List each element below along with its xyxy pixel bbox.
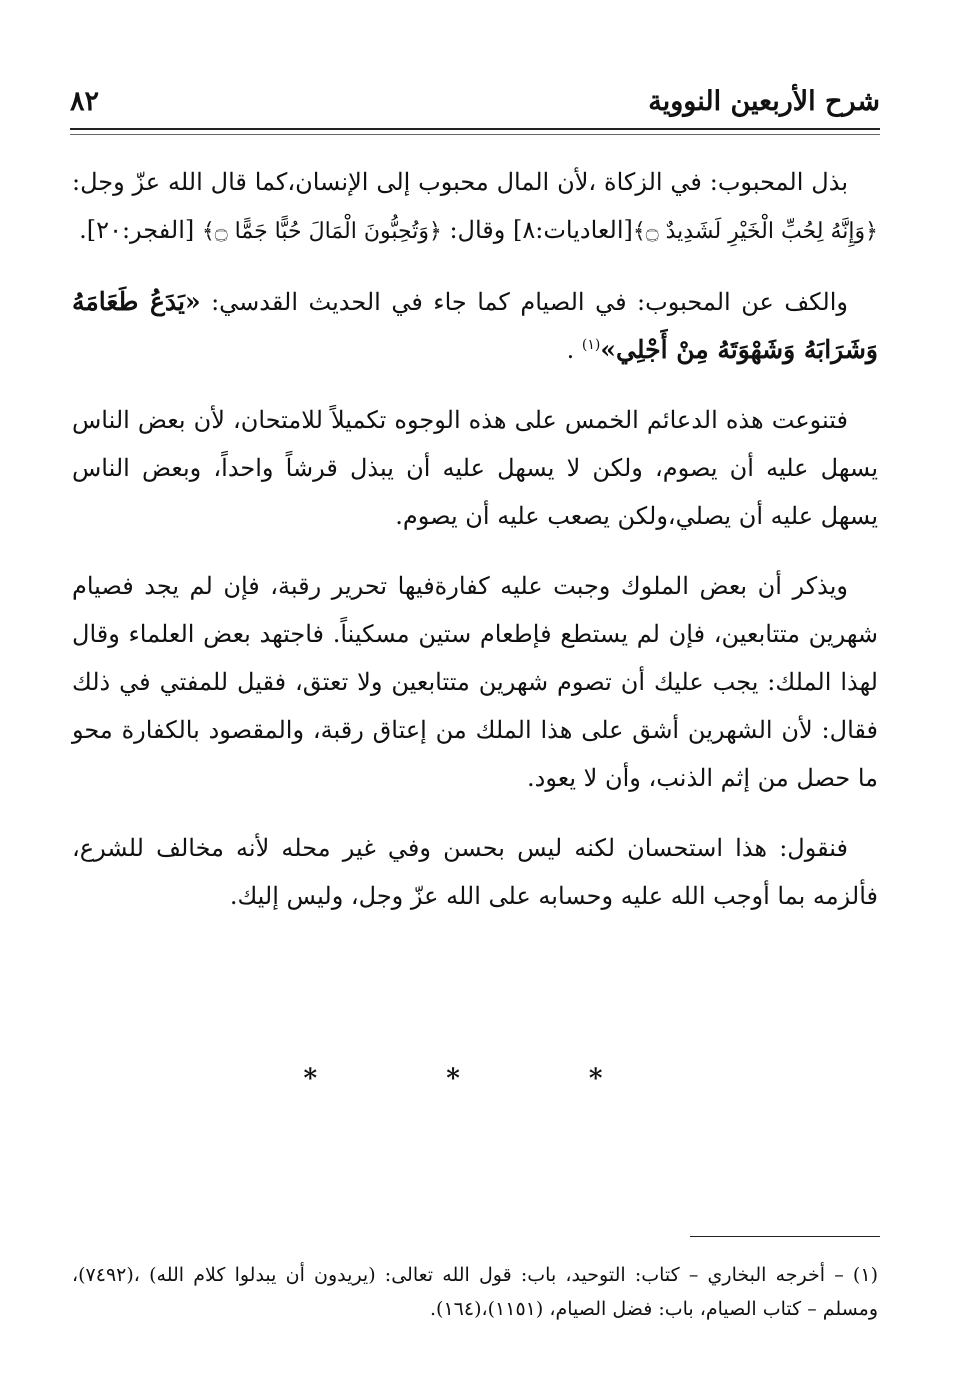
page-number: ٨٢ xyxy=(70,86,100,117)
hadith-quote: «يَدَعُ طَعَامَهُ وَشَرَابَهُ وَشَهْوَتَهُ مِنْ أَجْلِي» xyxy=(72,287,878,364)
page-header xyxy=(70,84,880,128)
verse-reference: [الفجر:٢٠]. xyxy=(79,216,202,244)
paragraph-text: . xyxy=(566,336,582,364)
quran-verse: ﴿وَتُحِبُّونَ الْمَالَ حُبًّا جَمًّا ۝﴾ xyxy=(201,219,442,244)
paragraph-variety: فتنوعت هذه الدعائم الخمس على هذه الوجوه تكميلاً للامتحان، لأن بعض الناس يسهل عليه أن يصوم، ولكن لا يسهل عليه أن يبذل قرشاً واحداً، وبعض الناس يسهل عليه أن يصلي،ولكن يصعب عليه أن يصوم. xyxy=(72,406,878,530)
footnote: (١) – أخرجه البخاري – كتاب: التوحيد، باب: قول الله تعالى: (يريدون أن يبدلوا كلام الله) ،(٧٤٩٢)، ومسلم – كتاب الصيام، باب: فضل الصيام، (١١٥١)،(١٦٤). xyxy=(72,1264,878,1320)
main-text xyxy=(72,158,878,942)
running-title: شرح الأربعين النووية xyxy=(648,86,880,117)
paragraph-text: والكف عن المحبوب: في الصيام كما جاء في الحديث القدسي: xyxy=(200,288,848,316)
quran-verse: ﴿وَإِنَّهُ لِحُبِّ الْخَيْرِ لَشَدِيدٌ ۝﴾ xyxy=(632,219,878,244)
paragraph-king-story: ويذكر أن بعض الملوك وجبت عليه كفارةفيها تحرير رقبة، فإن لم يجد فصيام شهرين متتابعين، فإن لم يستطع فإطعام ستين مسكيناً. فاجتهد بعض العلماء وقال لهذا الملك: يجب عليك أن تصوم شهرين متتابعين ولا تعتق، فقيل للمفتي في ذلك فقال: لأن الشهرين أشق على هذا الملك من إعتاق رقبة، والمقصود بالكفارة محو ما حصل من إثم الذنب، وأن لا يعود. xyxy=(72,572,878,792)
paragraph-text: بذل المحبوب: في الزكاة ،لأن المال محبوب إلى الإنسان،كما قال الله عزّ وجل: xyxy=(72,168,848,196)
header-rule xyxy=(70,128,880,135)
section-separator: * * * xyxy=(303,1064,663,1094)
verse-reference: [العاديات:٨] xyxy=(512,216,633,244)
footnote-marker: (١) xyxy=(581,337,601,353)
footnote-rule xyxy=(690,1236,880,1237)
paragraph-zakat xyxy=(72,158,878,256)
paragraph-conclusion: فنقول: هذا استحسان لكنه ليس بحسن وفي غير محله لأنه مخالف للشرع، فألزمه بما أوجب الله عليه وحسابه على الله عزّ وجل، وليس إليك. xyxy=(72,834,878,910)
paragraph-text: وقال: xyxy=(441,216,513,244)
paragraph-fasting xyxy=(72,278,878,374)
